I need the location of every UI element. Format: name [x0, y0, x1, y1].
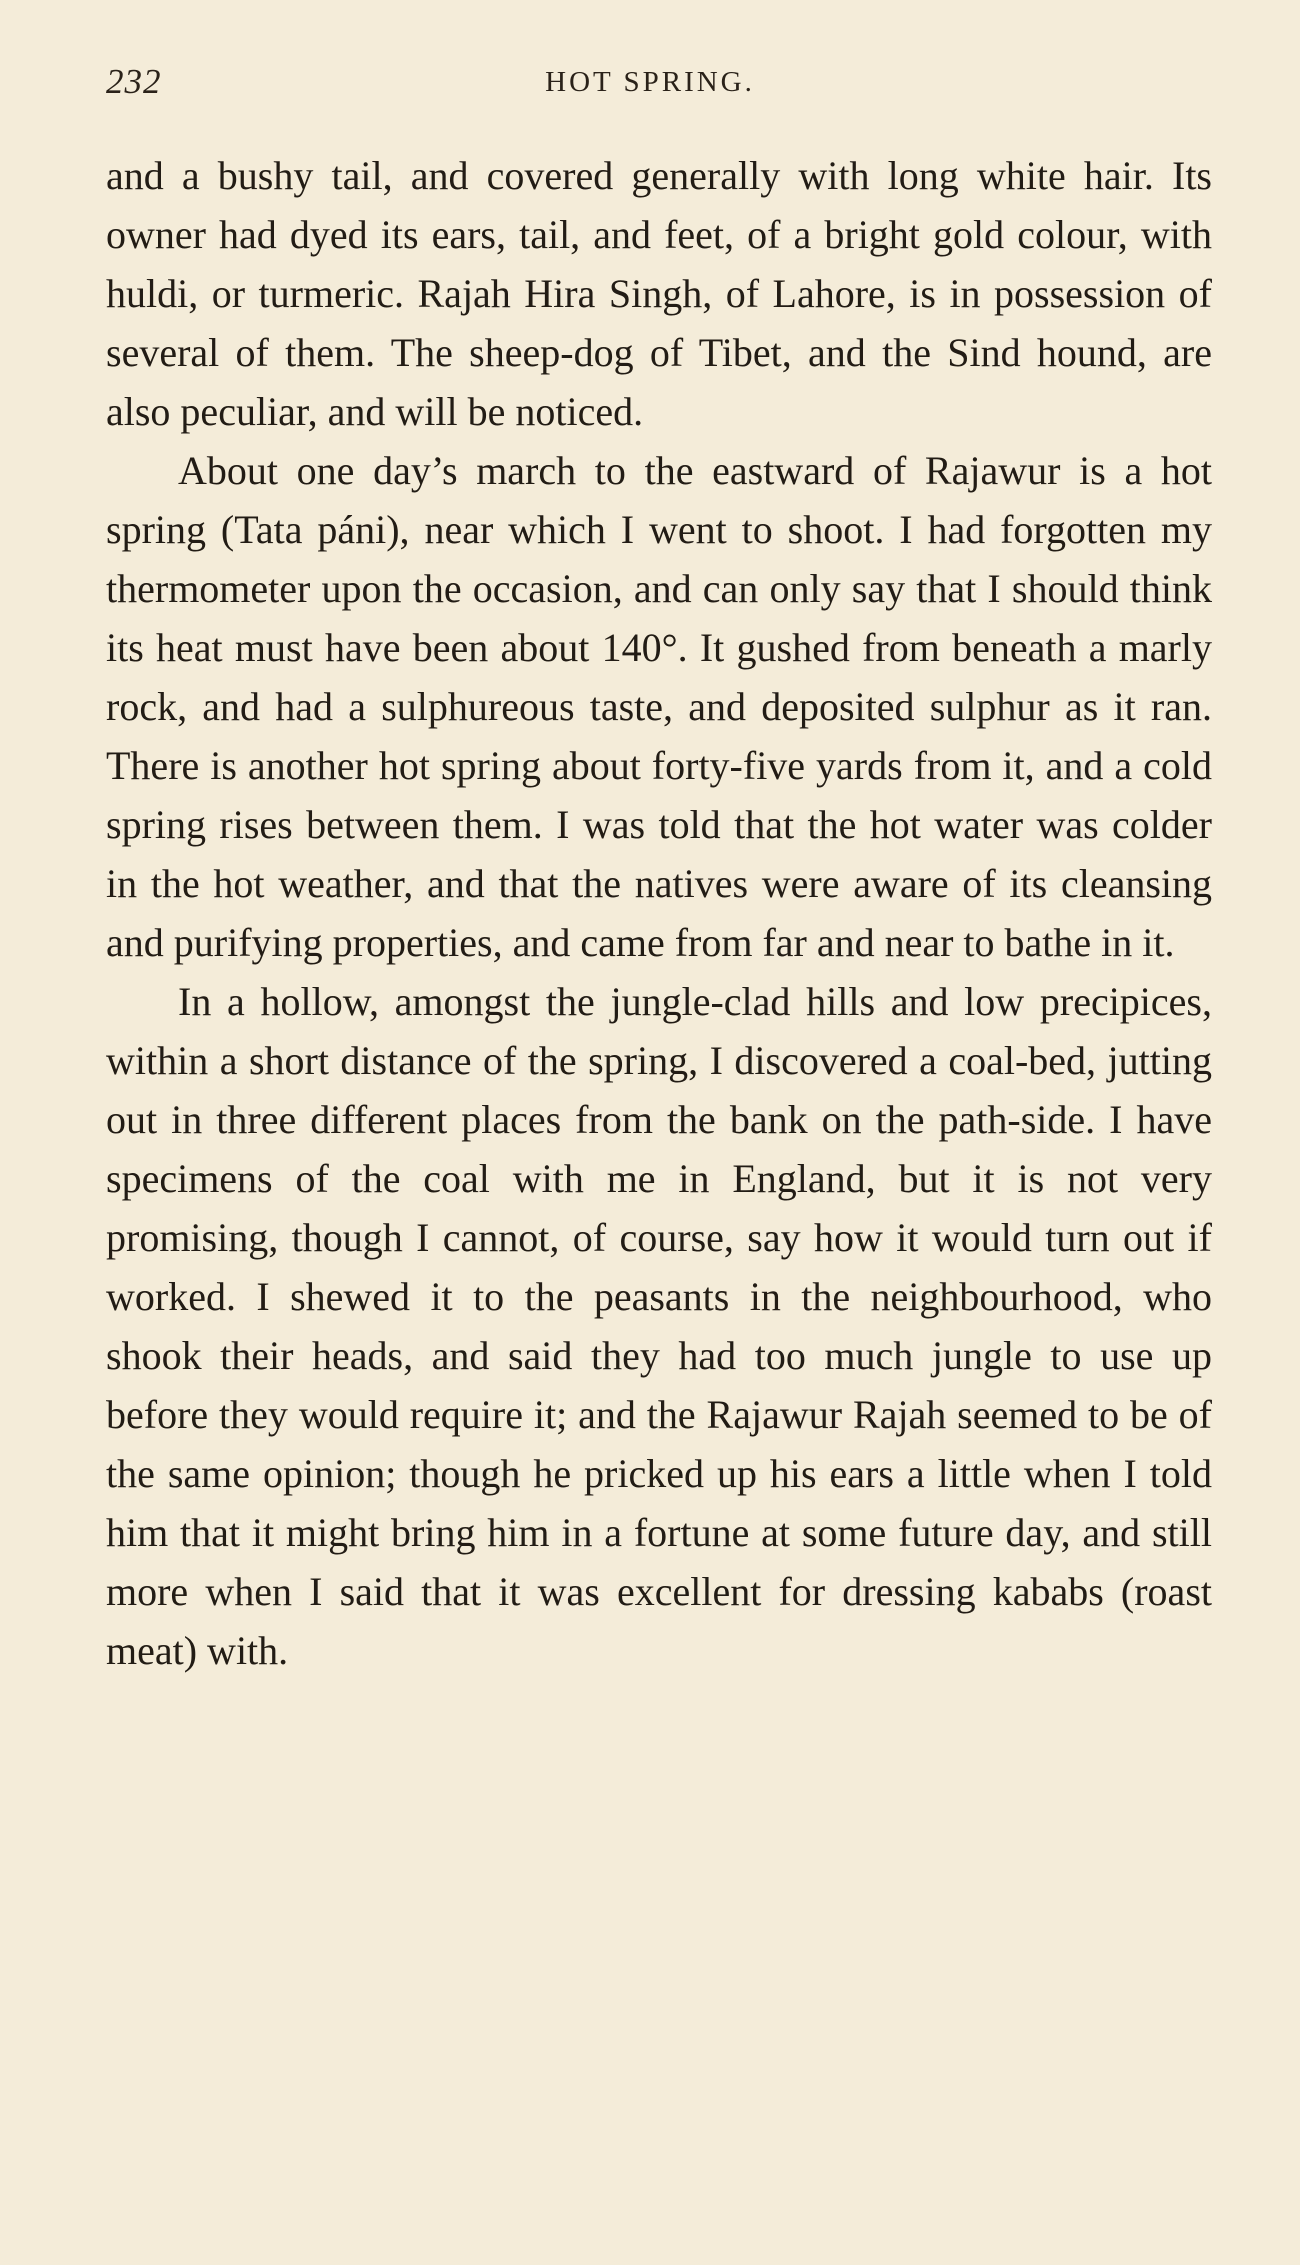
paragraph-continued: and a bushy tail, and covered generally with long white hair. Its owner had dyed its ears, tail, and feet, of a bright gold colour, with huldi, or turmeric. Rajah Hira Singh, of Lahore, is in possession of several of them. The sheep-dog of Tibet, and the Sind hound, are also peculiar, and will be noticed. [106, 153, 1212, 434]
paragraph-coal-bed: In a hollow, amongst the jungle-clad hills and low precipices, within a short distance of the spring, I discovered a coal-bed, jutting out in three different places from the bank on the path-side. I have specimens of the coal with me in England, but it is not very promising, though I cannot, of course, say how it would turn out if worked. I shewed it to the peasants in the neighbourhood, who shook their heads, and said they had too much jungle to use up before they would require it; and the Rajawur Rajah seemed to be of the same opinion; though he pricked up his ears a little when I told him that it might bring him in a fortune at some future day, and still more when I said that it was excellent for dressing kababs (roast meat) with. [106, 979, 1212, 1673]
body-text [106, 146, 1212, 1680]
page-number: 232 [106, 62, 162, 101]
running-head [0, 62, 1300, 108]
running-head-title: HOT SPRING. [545, 66, 755, 98]
paragraph-hot-spring: About one day’s march to the eastward of Rajawur is a hot spring (Tata páni), near which I went to shoot. I had forgotten my thermometer upon the occasion, and can only say that I should think its heat must have been about 140°. It gushed from beneath a marly rock, and had a sulphureous taste, and deposited sulphur as it ran. There is another hot spring about forty-five yards from it, and a cold spring rises between them. I was told that the hot water was colder in the hot weather, and that the natives were aware of its cleansing and purifying properties, and came from far and near to bathe in it. [106, 448, 1212, 965]
